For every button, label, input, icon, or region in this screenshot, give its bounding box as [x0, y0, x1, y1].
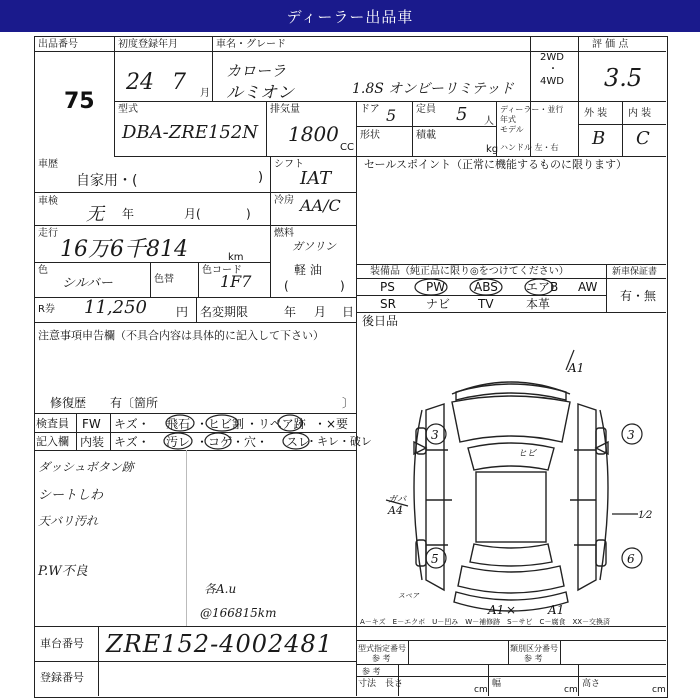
legend-text: A－キズ E－エクボ U－凹み W－補修跡 S－サビ C－腐食 XX－交換済 [360, 618, 611, 626]
mileage-note-2: @166815km [200, 606, 277, 620]
interior-label: 内 装 [628, 108, 652, 119]
exterior-grade-value: B [592, 128, 606, 149]
recycle-fee-value: 11,250 [84, 297, 147, 318]
car-model-value: ルミオン [226, 83, 294, 103]
capacity-value: 5 [456, 104, 468, 125]
recycle-label: 新車保証書 [612, 267, 658, 277]
model2-label: モデル [500, 125, 524, 134]
mark-a1-top: A1 [568, 361, 585, 375]
yen-label: 円 [176, 305, 189, 319]
reg-year-value: 24 [126, 70, 154, 95]
car-name-label: 車名・グレード [216, 39, 286, 50]
chassis-value: ZRE152-4002481 [106, 630, 334, 658]
history-close: ) [258, 170, 264, 185]
fuel-paren-close: ) [340, 279, 345, 293]
row1-dot1: ・ [196, 417, 209, 431]
eq-aw: AW [578, 280, 598, 294]
row2-rub: スレ [286, 435, 311, 449]
mileage-label: 走行 [38, 228, 58, 239]
dims-cm1: cm [474, 685, 488, 695]
mark-a1-rear-r: A1 [548, 603, 565, 617]
mark-a4: ガバ [388, 495, 407, 505]
history-label: 車歴 [38, 159, 58, 170]
inspector-circles [110, 413, 356, 450]
person-label: 人 [484, 116, 494, 127]
row2-interior: 内装 [80, 435, 105, 449]
recycle-fee-label: R券 [38, 304, 55, 315]
repair-end: 〕 [342, 396, 355, 410]
ac-value: AA/C [300, 196, 341, 215]
eq-ps: PS [380, 280, 395, 294]
shift-label: シフト [274, 159, 304, 170]
dealer-label: ディーラー・並行 [500, 105, 564, 114]
ac-label: 冷房 [274, 195, 294, 206]
wd-dot: ・ [548, 64, 558, 75]
type-desig-ref: 参 考 [372, 654, 391, 663]
row1-dot2: ・ [246, 417, 259, 431]
grade-value: 1.8S オンビーリミテッド [352, 81, 514, 97]
score-label: 評 価 点 [592, 39, 629, 50]
fuel-paren-open: ( [284, 279, 289, 293]
2wd-label: 2WD [540, 52, 564, 63]
deadline-day: 日 [342, 305, 355, 319]
category-no-label: 類別区分番号 [510, 644, 558, 653]
color-code-label: 色コード [202, 265, 242, 276]
row2-cut: ・キレ・破レ [306, 435, 372, 448]
mark-spare: スペア [398, 592, 419, 600]
chassis-label: 車台番号 [40, 637, 84, 650]
interior-grade-value: C [636, 128, 650, 149]
dims-cm3: cm [652, 685, 666, 695]
mark-half: 1⁄2 [638, 510, 653, 521]
mark-5: 5 [431, 552, 439, 566]
eq-sr: SR [380, 297, 396, 311]
model-code-value: DBA-ZRE152N [122, 122, 259, 143]
type-desig-label: 型式指定番号 [358, 644, 406, 653]
inspection-year-value: 无 [86, 204, 104, 225]
note-3: 天バリ汚れ [38, 514, 99, 528]
fuel-label: 燃料 [274, 228, 294, 239]
color-code-value: 1F7 [220, 272, 252, 291]
dims-ref: 参 考 [362, 667, 381, 676]
mark-6: 6 [627, 552, 635, 566]
color-change-label: 色替 [154, 274, 174, 285]
doors-value: 5 [386, 106, 397, 125]
eq-abs: ABS [474, 280, 498, 294]
deadline-month: 月 [314, 305, 327, 319]
row2-scratch: キズ・ [114, 435, 150, 449]
row2-burn: コゲ [208, 435, 233, 449]
recorder-label: 記入欄 [36, 435, 69, 448]
mark-3-right: 3 [627, 428, 635, 442]
row2-hole: ・穴・ [232, 435, 269, 449]
row2-dot1: ・ [196, 435, 209, 449]
change-deadline-label: 名変期限 [200, 305, 249, 319]
doors-label: ドア [360, 104, 380, 115]
capacity-label: 定員 [416, 104, 436, 115]
row1-fw: FW [82, 417, 101, 431]
equipment-label: 装備品（純正品に限り◎をつけてください） [370, 266, 569, 277]
row1-needs: ×要 [326, 417, 349, 431]
dims-width: 幅 [492, 679, 502, 689]
row2-stain: 汚レ [166, 435, 191, 449]
note-4: P.W不良 [38, 564, 88, 579]
eq-leather: 本革 [526, 297, 551, 311]
eq-tv: TV [478, 297, 494, 311]
row1-scratch: キズ・ [114, 417, 150, 431]
eq-airbag: エアB [526, 280, 559, 294]
repair-label: 修復歴 有〔箇所 [50, 396, 159, 410]
registration-label: 登録番号 [40, 671, 84, 684]
category-ref: 参 考 [524, 654, 543, 663]
kg-label: kg [486, 144, 499, 155]
sheet-title: ディーラー出品車 [286, 8, 414, 26]
handle-label: ハンドル 左・右 [500, 143, 559, 152]
note-2: シートしわ [38, 488, 104, 503]
first-reg-label: 初度登録年月 [118, 39, 178, 50]
displacement-value: 1800 [288, 122, 339, 146]
after-install-label: 後日品 [362, 314, 399, 328]
displacement-label: 排気量 [270, 104, 300, 115]
4wd-label: 4WD [540, 76, 564, 87]
mark-crack: ヒビ [518, 449, 537, 459]
inspection-close: ) [246, 207, 251, 221]
mark-a4b: A4 [388, 504, 403, 517]
color-label: 色 [38, 265, 48, 276]
deadline-year: 年 [284, 305, 297, 319]
shift-value: IAT [300, 168, 332, 189]
year-label: 年式 [500, 115, 516, 124]
row1-crack: ヒビ割 [208, 417, 245, 431]
year-unit: 年 [122, 207, 135, 221]
month-suffix: 月 [200, 88, 210, 99]
score-value: 3.5 [604, 64, 643, 92]
equipment-circles [356, 264, 666, 314]
exterior-label: 外 装 [584, 108, 608, 119]
car-damage-diagram [356, 330, 666, 620]
dims-label: 寸法 長さ [358, 679, 404, 689]
mark-x: × [506, 603, 517, 617]
km-label: km [228, 252, 244, 263]
row1-repair: リペア跡 [258, 417, 306, 431]
load-label: 積載 [416, 130, 436, 141]
mark-3-left: 3 [431, 428, 439, 442]
history-value: 自家用・( [76, 173, 138, 189]
kerosene-label: 軽 油 [294, 263, 322, 277]
inspector-label: 検査員 [36, 417, 69, 430]
eq-pw: PW [426, 280, 446, 294]
note-1: ダッシュボタン跡 [38, 460, 134, 474]
inspection-label: 車検 [38, 196, 58, 207]
model-label: 型式 [118, 104, 138, 115]
row1-stone: 飛石 [166, 417, 191, 431]
row1-dot3: ・ [314, 417, 327, 431]
reg-month-value: 7 [172, 70, 186, 95]
dims-cm2: cm [564, 685, 578, 695]
mileage-note-1: 各A.u [204, 582, 237, 596]
mark-a1-rear-l: A1 [488, 603, 505, 617]
dims-height: 高さ [582, 679, 601, 689]
notes-label: 注意事項申告欄（不具合内容は具体的に記入して下さい） [38, 329, 324, 342]
lot-no-label: 出品番号 [38, 39, 78, 50]
yes-no-label: 有・無 [620, 289, 657, 303]
color-value: シルバー [62, 276, 113, 291]
shape-label: 形状 [360, 130, 380, 141]
month-unit: 月( [184, 207, 201, 221]
eq-navi: ナビ [426, 297, 451, 311]
lot-no-value: 75 [64, 89, 95, 114]
header-bar [0, 0, 700, 32]
car-name-value: カローラ [226, 62, 287, 80]
sales-label: セールスポイント（正常に機能するものに限ります） [364, 158, 628, 171]
fuel-value: ガソリン [292, 240, 336, 253]
mileage-value: 16万6千814 [60, 237, 188, 262]
cc-label: CC [340, 142, 354, 153]
